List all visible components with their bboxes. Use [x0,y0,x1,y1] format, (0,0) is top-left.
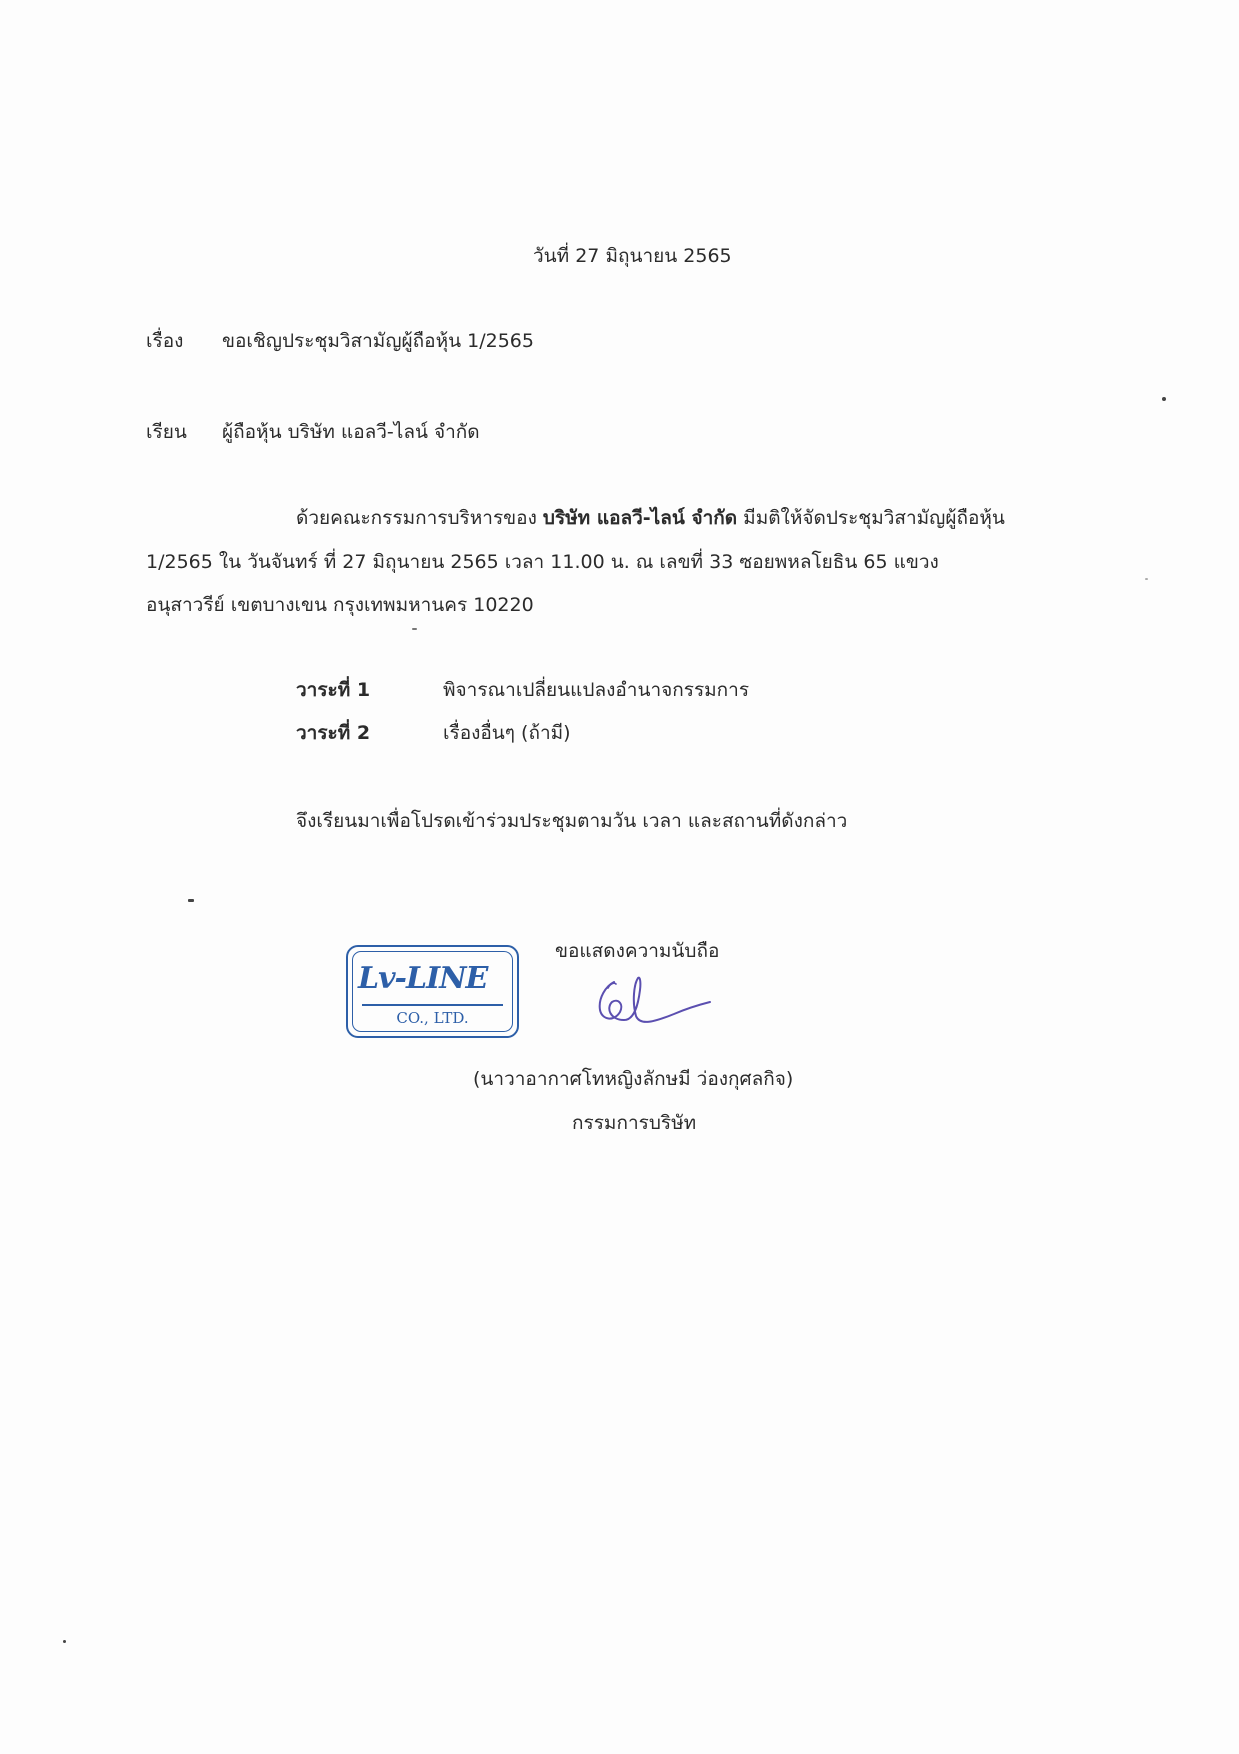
company-stamp [346,945,519,1038]
recipient-label: เรียน [146,421,187,443]
company-name-bold: บริษัท แอลวี-ไลน์ จำกัด [542,507,738,529]
body-resolution: มีมติให้จัดประชุมวิสามัญผู้ถือหุ้น [737,507,1005,529]
body-paragraph-line-2: 1/2565 ใน วันจันทร์ ที่ 27 มิถุนายน 2565 เวลา 11.00 น. ณ เลขที่ 33 ซอยพหลโยธิน 65 แขวง [146,551,939,573]
scan-speck [412,628,417,630]
signer-title: กรรมการบริษัท [572,1112,697,1134]
scan-speck [1145,578,1148,580]
stamp-brand: Lv-LINE [358,961,488,996]
scan-speck [188,899,194,902]
subject-text: ขอเชิญประชุมวิสามัญผู้ถือหุ้น 1/2565 [222,330,534,352]
recipient-text: ผู้ถือหุ้น บริษัท แอลวี-ไลน์ จำกัด [222,421,480,443]
subject-label: เรื่อง [146,330,184,352]
scan-speck [1162,397,1166,401]
scan-speck [63,1640,66,1643]
body-paragraph-line-3: อนุสาวรีย์ เขตบางเขน กรุงเทพมหานคร 10220 [146,594,534,616]
signer-name: (นาวาอากาศโทหญิงลักษมี ว่องกุศลกิจ) [473,1068,794,1090]
stamp-rule [362,1004,503,1006]
closing-request: จึงเรียนมาเพื่อโปรดเข้าร่วมประชุมตามวัน เวลา และสถานที่ดังกล่าว [296,810,848,832]
agenda-label-2: วาระที่ 2 [296,722,371,744]
agenda-text-2: เรื่องอื่นๆ (ถ้ามี) [443,722,571,744]
agenda-text-1: พิจารณาเปลี่ยนแปลงอำนาจกรรมการ [443,679,750,701]
regards: ขอแสดงความนับถือ [555,940,720,962]
body-paragraph-line-1 [296,505,1005,531]
stamp-subtitle: CO., LTD. [396,1009,469,1027]
handwritten-signature [584,968,714,1038]
agenda-label-1: วาระที่ 1 [296,679,371,701]
letter-date: วันที่ 27 มิถุนายน 2565 [533,245,732,267]
body-intro: ด้วยคณะกรรมการบริหารของ [296,507,543,529]
